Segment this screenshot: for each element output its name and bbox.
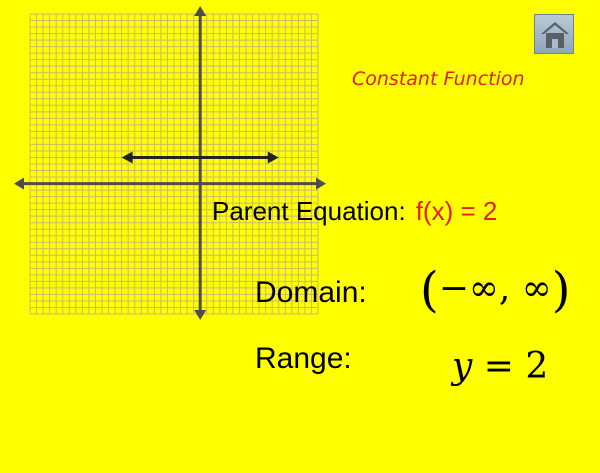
domain-value [420,262,571,318]
range-value [452,346,548,387]
y-axis-bottom-arrow [194,310,206,320]
parent-equation [212,196,497,227]
function-right-arrow [268,151,279,163]
range-variable: y [452,346,473,387]
y-axis-top-arrow [194,6,206,16]
function-left-arrow [122,151,133,163]
range-label: Range: [255,342,352,375]
range-equals: = 2 [483,346,549,387]
domain-interval: −∞, ∞ [438,268,552,309]
x-axis-left-arrow [14,178,24,190]
home-button[interactable] [534,14,574,54]
slide-title: Constant Function [352,68,525,90]
domain-label: Domain: [255,276,367,309]
domain-close-paren: ) [551,262,571,318]
grid-lines [30,14,318,314]
domain-open-paren: ( [420,262,439,318]
equation-value: f(x) = 2 [415,196,498,226]
x-axis-right-arrow [316,178,326,190]
equation-label: Parent Equation: [212,196,406,226]
home-icon [539,19,571,51]
